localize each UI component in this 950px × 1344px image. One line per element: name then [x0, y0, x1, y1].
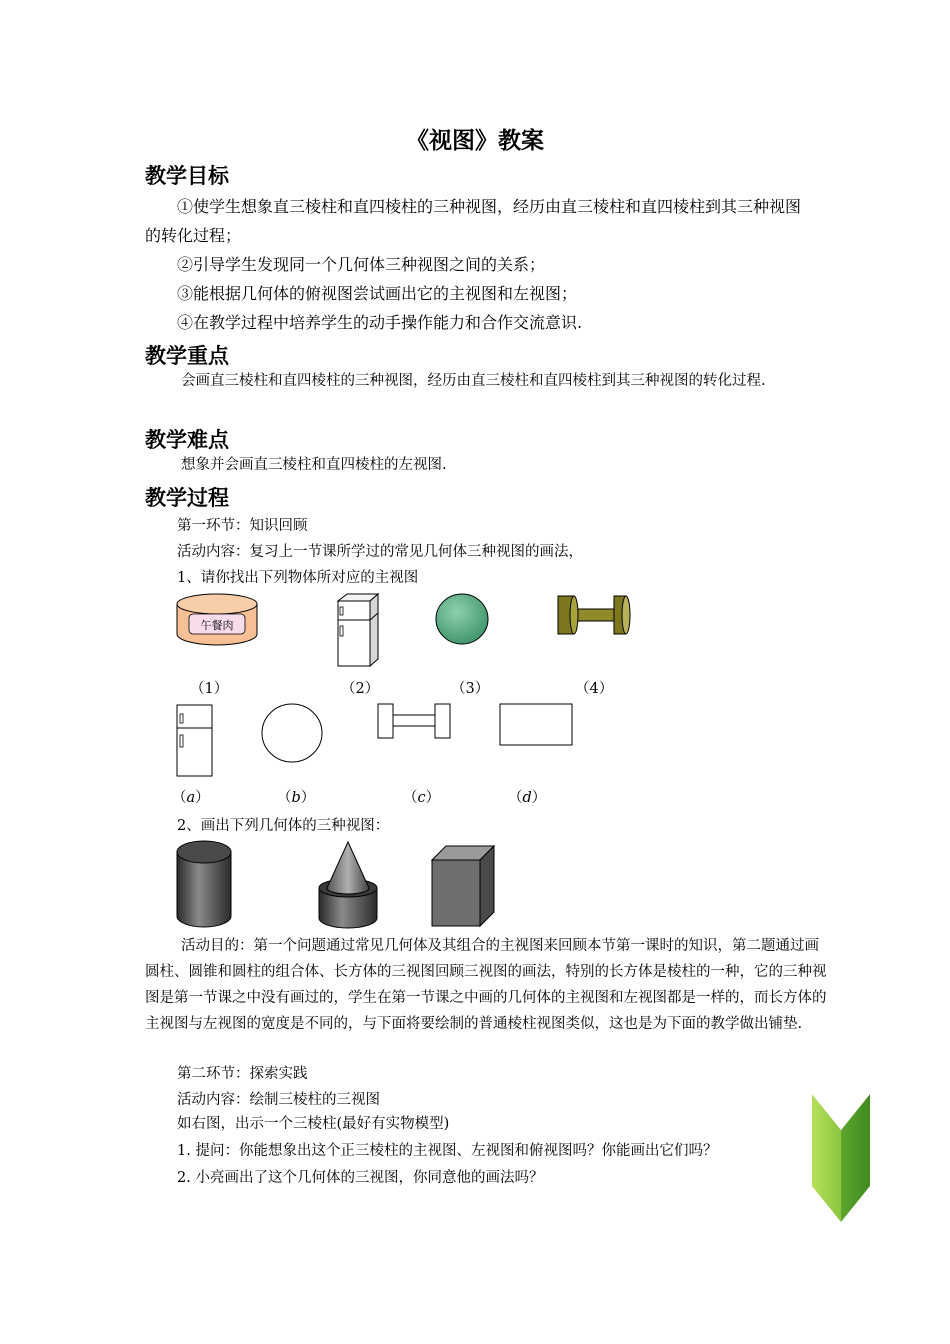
show-prism-text: 如右图，出示一个三棱柱(最好有实物模型)	[177, 1116, 450, 1132]
focus-text: 会画直三棱柱和直四棱柱的三种视图，经历由直三棱柱和直四棱柱到其三种视图的转化过程.	[181, 373, 766, 389]
stage-2-label: 第二环节：探索实践	[177, 1066, 308, 1082]
step-2-question: 2. 小亮画出了这个几何体的三视图，你同意他的画法吗？	[177, 1170, 544, 1186]
view-label-c: （c）	[403, 790, 441, 806]
question-1: 1、请你找出下列物体所对应的主视图	[177, 570, 419, 586]
page-title: 《视图》教案	[406, 127, 544, 154]
cone-cylinder-figure	[316, 840, 380, 932]
can-label: 午餐肉	[200, 619, 234, 632]
activity-2-content: 活动内容：绘制三棱柱的三视图	[177, 1092, 380, 1108]
stage-1-label: 第一环节：知识回顾	[177, 518, 308, 534]
circle-view	[260, 702, 324, 764]
activity-purpose: 活动目的：第一个问题通过常见几何体及其组合的主视图来回顾本节第一课时的知识，第二题通过画圆柱、圆锥和圆柱的组合体、长方体的三视图回顾三视图的画法，特别的长方体是棱柱的一种，它的三种视图是第一节课之中没有画过的，学生在第一节课之中画的几何体的主视图和左视图都是一样的，而长方体的主视图与左视图的宽度是不同的，与下面将要绘制的普通棱柱视图类似，这也是为下面的教学做出铺垫.	[145, 938, 827, 1032]
object-label-4: （4）	[575, 681, 614, 697]
object-label-2: （2）	[341, 681, 380, 697]
section-heading-process: 教学过程	[145, 485, 229, 510]
view-label-d: （d）	[508, 790, 547, 806]
goal-item-3: ③能根据几何体的俯视图尝试画出它的主视图和左视图；	[177, 284, 578, 303]
section-heading-focus: 教学重点	[145, 343, 229, 368]
goal-item-4: ④在教学过程中培养学生的动手操作能力和合作交流意识.	[177, 313, 583, 332]
dumbbell-front-view	[376, 702, 454, 740]
object-label-3: （3）	[451, 681, 490, 697]
question-2: 2、画出下列几何体的三种视图：	[177, 818, 390, 834]
rectangle-view	[498, 702, 576, 748]
refrigerator-figure	[334, 592, 380, 668]
view-label-a: （a）	[172, 790, 210, 806]
view-label-b: （b）	[277, 790, 316, 806]
activity-1-content: 活动内容：复习上一节课所学过的常见几何体三种视图的画法，	[177, 544, 583, 560]
object-label-1: （1）	[190, 681, 229, 697]
step-1-question: 1. 提问：你能想象出这个正三棱柱的主视图、左视图和俯视图吗？你能画出它们吗？	[177, 1143, 718, 1159]
fridge-front-view	[176, 704, 214, 778]
canned-meat-figure	[172, 590, 262, 648]
dumbbell-figure	[554, 592, 632, 640]
cuboid-figure	[430, 844, 496, 928]
cylinder-figure	[174, 838, 234, 930]
section-heading-goals: 教学目标	[145, 163, 229, 188]
difficulty-text: 想象并会画直三棱柱和直四棱柱的左视图.	[181, 457, 447, 473]
triangular-prism-figure	[808, 1092, 872, 1224]
sphere-figure	[434, 592, 490, 646]
section-heading-difficulty: 教学难点	[145, 427, 229, 452]
goal-item-2: ②引导学生发现同一个几何体三种视图之间的关系；	[177, 255, 546, 274]
goal-item-1: ①使学生想象直三棱柱和直四棱柱的三种视图，经历由直三棱柱和直四棱柱到其三种视图的转化过程；	[145, 197, 802, 245]
